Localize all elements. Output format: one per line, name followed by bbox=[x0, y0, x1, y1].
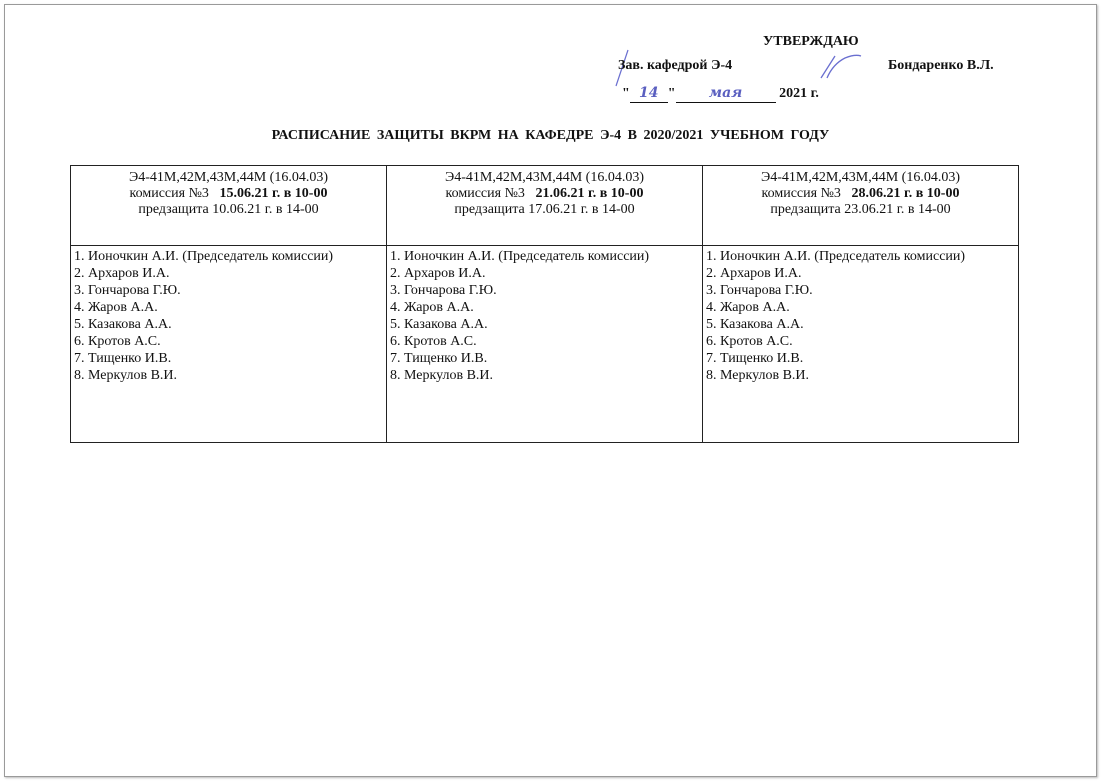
members-cell bbox=[387, 246, 703, 443]
commission-member: 3. Гончарова Г.Ю. bbox=[706, 283, 813, 298]
session-header bbox=[703, 166, 1019, 246]
commission-member: 3. Гончарова Г.Ю. bbox=[74, 283, 181, 298]
approval-day: 14 bbox=[639, 85, 659, 101]
commission-member: 4. Жаров А.А. bbox=[390, 300, 474, 315]
commission-member: 1. Ионочкин А.И. (Председатель комиссии) bbox=[706, 249, 966, 264]
commission-member: 8. Меркулов В.И. bbox=[706, 368, 810, 383]
predefense-date: предзащита 23.06.21 г. в 14-00 bbox=[770, 202, 951, 217]
commission-member: 1. Ионочкин А.И. (Председатель комиссии) bbox=[390, 249, 650, 264]
commission: комиссия №3 bbox=[129, 186, 209, 201]
commission-member: 8. Меркулов В.И. bbox=[74, 368, 178, 383]
approver-name: Бондаренко В.Л. bbox=[888, 58, 994, 73]
table-header-row bbox=[71, 166, 1019, 246]
commission-member: 4. Жаров А.А. bbox=[74, 300, 158, 315]
commission-member: 7. Тищенко И.В. bbox=[390, 351, 488, 366]
commission-member: 6. Кротов А.С. bbox=[74, 334, 161, 349]
commission-member: 5. Казакова А.А. bbox=[390, 317, 488, 332]
commission-member: 2. Архаров И.А. bbox=[74, 266, 170, 281]
commission-member: 2. Архаров И.А. bbox=[390, 266, 486, 281]
groups: Э4-41М,42М,43М,44М (16.04.03) bbox=[444, 170, 645, 185]
session-header bbox=[71, 166, 387, 246]
defense-date: 28.06.21 г. в 10-00 bbox=[851, 186, 960, 201]
commission-member: 5. Казакова А.А. bbox=[74, 317, 172, 332]
commission-member: 7. Тищенко И.В. bbox=[706, 351, 804, 366]
session-header bbox=[387, 166, 703, 246]
predefense-date: предзащита 10.06.21 г. в 14-00 bbox=[138, 202, 319, 217]
commission-member: 3. Гончарова Г.Ю. bbox=[390, 283, 497, 298]
groups: Э4-41М,42М,43М,44М (16.04.03) bbox=[760, 170, 961, 185]
signature-image bbox=[815, 52, 865, 80]
commission-member: 7. Тищенко И.В. bbox=[74, 351, 172, 366]
commission-member: 1. Ионочкин А.И. (Председатель комиссии) bbox=[74, 249, 334, 264]
approval-heading: УТВЕРЖДАЮ bbox=[763, 34, 859, 49]
document-title: РАСПИСАНИЕ ЗАЩИТЫ ВКРМ НА КАФЕДРЕ Э-4 В 2020/2021 УЧЕБНОМ ГОДУ bbox=[271, 128, 830, 143]
table-members-row bbox=[71, 246, 1019, 443]
predefense-date: предзащита 17.06.21 г. в 14-00 bbox=[454, 202, 635, 217]
members-cell bbox=[71, 246, 387, 443]
commission: комиссия №3 bbox=[761, 186, 841, 201]
commission: комиссия №3 bbox=[445, 186, 525, 201]
approval-month: мая bbox=[708, 85, 743, 101]
defense-date: 21.06.21 г. в 10-00 bbox=[535, 186, 644, 201]
commission-member: 5. Казакова А.А. bbox=[706, 317, 804, 332]
commission-member: 4. Жаров А.А. bbox=[706, 300, 790, 315]
approver-position: Зав. кафедрой Э-4 bbox=[618, 58, 733, 73]
commission-member: 6. Кротов А.С. bbox=[390, 334, 477, 349]
members-cell bbox=[703, 246, 1019, 443]
defense-date: 15.06.21 г. в 10-00 bbox=[219, 186, 328, 201]
commission-member: 8. Меркулов В.И. bbox=[390, 368, 494, 383]
approval-year: 2021 г. bbox=[779, 86, 819, 101]
groups: Э4-41М,42М,43М,44М (16.04.03) bbox=[128, 170, 329, 185]
commission-member: 6. Кротов А.С. bbox=[706, 334, 793, 349]
approval-date: " 14 " мая 2021 г. bbox=[622, 85, 819, 101]
commission-member: 2. Архаров И.А. bbox=[706, 266, 802, 281]
schedule-table bbox=[70, 165, 1019, 443]
